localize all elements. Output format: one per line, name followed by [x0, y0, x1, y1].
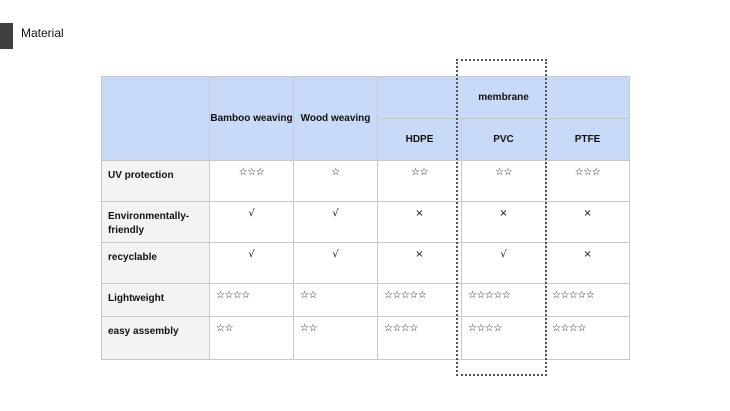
cell-wood: ☆☆ — [294, 317, 378, 360]
cell-wood: √ — [294, 202, 378, 243]
cell-hdpe: ☆☆ — [378, 161, 462, 202]
cell-ptfe: × — [546, 202, 630, 243]
header-bamboo-weaving: Bamboo weaving — [210, 77, 294, 161]
row-label: Lightweight — [102, 284, 210, 317]
table-row — [102, 284, 630, 317]
header-pvc: PVC — [462, 119, 546, 161]
cell-bamboo: ☆☆☆☆ — [210, 284, 294, 317]
row-label: Environmentally-friendly — [102, 202, 210, 243]
cell-wood: ☆ — [294, 161, 378, 202]
cell-pvc: √ — [462, 243, 546, 284]
cell-hdpe: × — [378, 243, 462, 284]
cell-ptfe: ☆☆☆☆☆ — [546, 284, 630, 317]
cell-pvc: ☆☆☆☆ — [462, 317, 546, 360]
material-comparison-table — [101, 76, 630, 360]
header-wood-weaving: Wood weaving — [294, 77, 378, 161]
header-corner — [102, 77, 210, 161]
cell-hdpe: × — [378, 202, 462, 243]
title-accent-bar — [0, 23, 13, 49]
cell-bamboo: ☆☆☆ — [210, 161, 294, 202]
cell-wood: √ — [294, 243, 378, 284]
cell-pvc: × — [462, 202, 546, 243]
cell-bamboo: √ — [210, 243, 294, 284]
cell-hdpe: ☆☆☆☆ — [378, 317, 462, 360]
cell-hdpe: ☆☆☆☆☆ — [378, 284, 462, 317]
cell-ptfe: ☆☆☆ — [546, 161, 630, 202]
cell-ptfe: × — [546, 243, 630, 284]
table-row — [102, 243, 630, 284]
table-row — [102, 202, 630, 243]
cell-pvc: ☆☆☆☆☆ — [462, 284, 546, 317]
header-membrane: membrane — [378, 77, 630, 119]
table-row — [102, 317, 630, 360]
header-hdpe: HDPE — [378, 119, 462, 161]
header-ptfe: PTFE — [546, 119, 630, 161]
table-row — [102, 161, 630, 202]
row-label: UV protection — [102, 161, 210, 202]
row-label: recyclable — [102, 243, 210, 284]
cell-pvc: ☆☆ — [462, 161, 546, 202]
slide-title: Material — [21, 26, 64, 40]
cell-wood: ☆☆ — [294, 284, 378, 317]
cell-ptfe: ☆☆☆☆ — [546, 317, 630, 360]
cell-bamboo: ☆☆ — [210, 317, 294, 360]
row-label: easy assembly — [102, 317, 210, 360]
cell-bamboo: √ — [210, 202, 294, 243]
